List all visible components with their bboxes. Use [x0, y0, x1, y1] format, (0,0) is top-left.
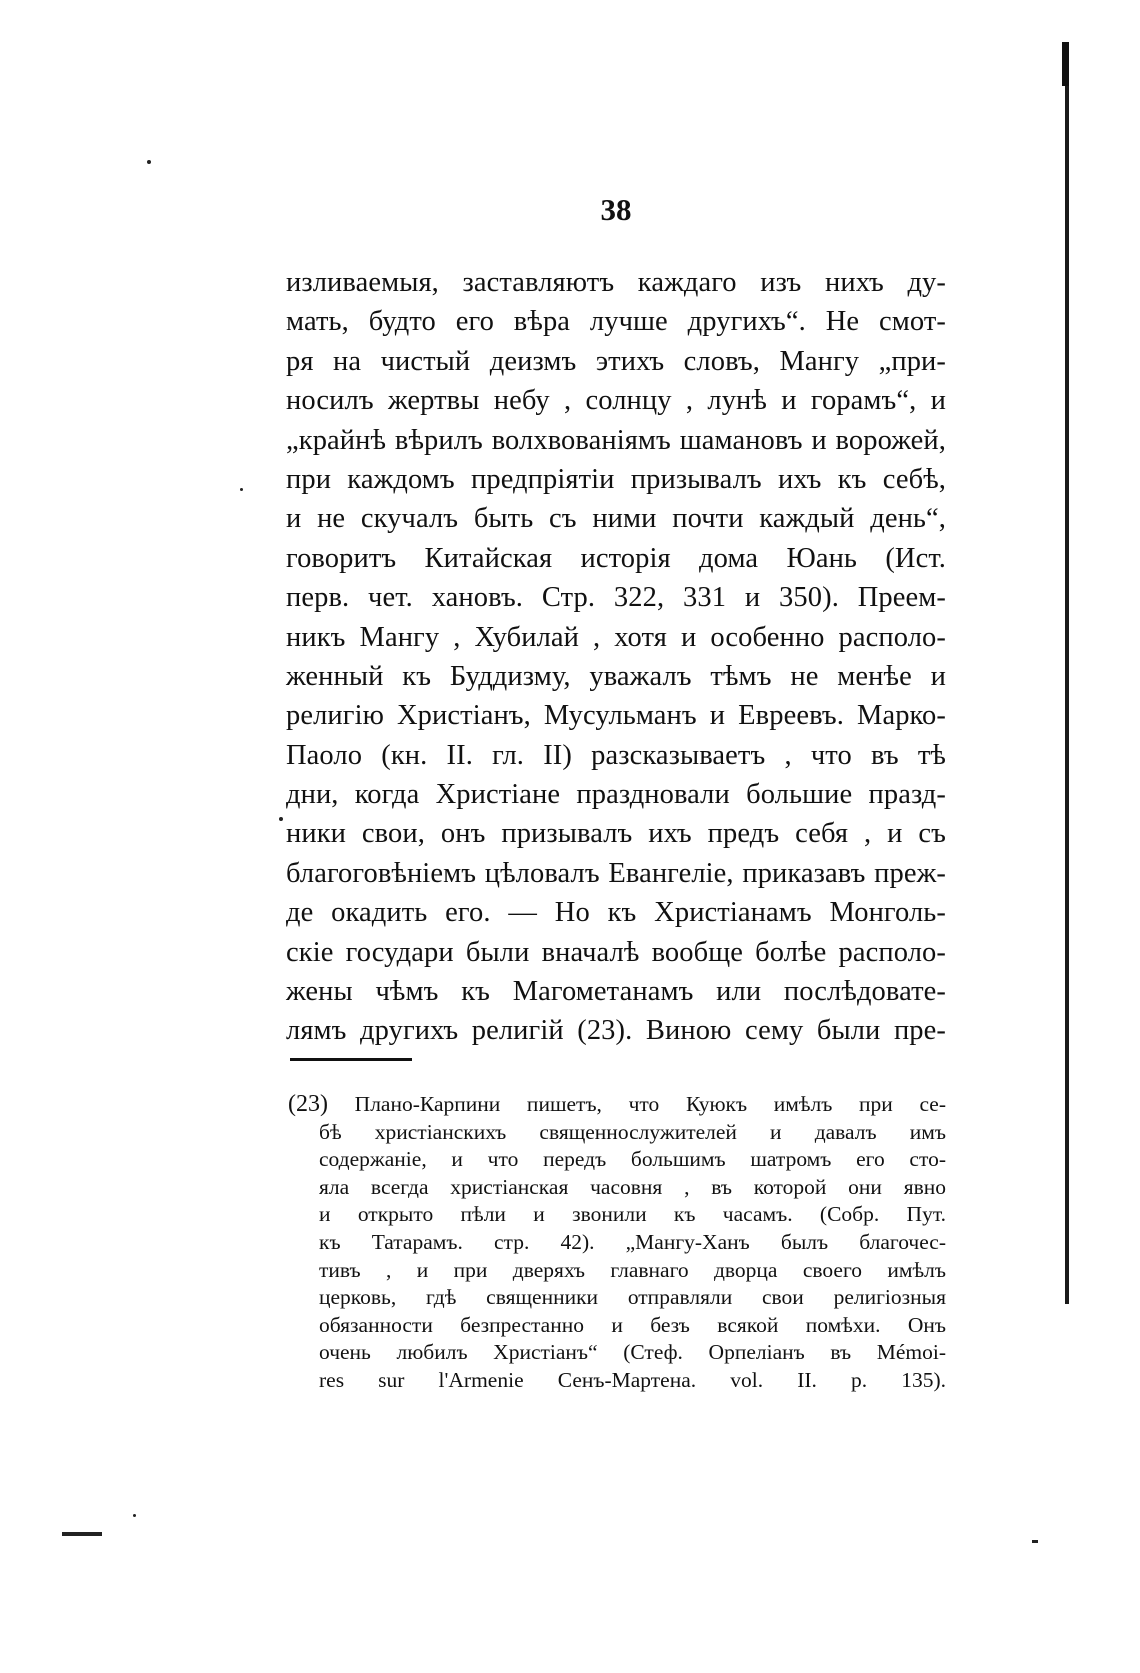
main-text	[286, 263, 946, 1051]
page-edge-shadow	[1065, 42, 1069, 1304]
scan-dash	[62, 1532, 102, 1536]
footnote-line: и открыто пѣли и звонили къ часамъ. (Собр. Пут.	[319, 1202, 946, 1227]
text-line: „крайнѣ вѣрилъ волхвованіямъ шамановъ и ворожей,	[286, 424, 946, 456]
text-line: перв. чет. хановъ. Стр. 322, 331 и 350). Преем-	[286, 582, 946, 614]
text-line: ря на чистый деизмъ этихъ словъ, Мангу „при-	[286, 345, 946, 377]
text-line: религію Христіанъ, Мусульманъ и Евреевъ. Марко-	[286, 700, 946, 732]
text-line: лямъ другихъ религій (23). Виною сему были пре-	[286, 1015, 946, 1047]
text-line: де окадить его. — Но къ Христіанамъ Монголь-	[286, 897, 946, 929]
text-line: никъ Мангу , Хубилай , хотя и особенно располо-	[286, 621, 946, 653]
footnote-line: очень любилъ Христіанъ“ (Стеф. Орпеліанъ въ Mémoi-	[319, 1340, 946, 1365]
text-line: дни, когда Христіане праздновали большие празд-	[286, 779, 946, 811]
scan-speck	[133, 1514, 136, 1517]
footnote-marker: (23)	[288, 1091, 328, 1117]
footnote-line: церковь, гдѣ священники отправляли свои религіозныя	[319, 1285, 946, 1310]
text-line: скіе государи были вначалѣ вообще болѣе располо-	[286, 936, 946, 968]
footnote-first-line	[288, 1091, 946, 1119]
footnote-first-text: Плано-Карпини пишетъ, что Куюкъ имѣлъ при се-	[354, 1092, 947, 1116]
footnote-line: res sur l'Armenie Сенъ-Мартена. vol. II. p. 135).	[319, 1367, 946, 1392]
footnote	[288, 1091, 946, 1395]
footnote-line: содержаніе, и что передъ большимъ шатромъ его сто-	[319, 1147, 946, 1172]
scan-speck	[147, 160, 151, 164]
text-line: и не скучалъ быть съ ними почти каждый день“,	[286, 503, 946, 535]
text-line: изливаемыя, заставляютъ каждаго изъ нихъ ду-	[286, 267, 946, 298]
scan-dash	[1032, 1540, 1038, 1543]
footnote-line: яла всегда христіанская часовня , въ которой они явно	[319, 1174, 946, 1199]
page-edge-mark	[1062, 42, 1069, 86]
text-line: женный къ Буддизму, уважалъ тѣмъ не менѣе и	[286, 660, 946, 692]
text-line: благоговѣніемъ цѣловалъ Евангеліе, приказавъ преж-	[286, 857, 946, 889]
page-number: 38	[600, 192, 632, 227]
text-line: Паоло (кн. II. гл. II) разсказываетъ , что въ тѣ	[286, 739, 946, 771]
footnote-line: тивъ , и при дверяхъ главнаго дворца своего имѣлъ	[319, 1257, 946, 1282]
footnote-divider	[290, 1058, 412, 1061]
scan-speck	[240, 488, 243, 491]
text-line: ники свои, онъ призывалъ ихъ предъ себя , и съ	[286, 818, 946, 850]
text-line: при каждомъ предпріятіи призывалъ ихъ къ себѣ,	[286, 463, 946, 495]
footnote-line: бѣ христіанскихъ священнослужителей и давалъ имъ	[319, 1119, 946, 1144]
footnote-line: обязанности безпрестанно и безъ всякой помѣхи. Онъ	[319, 1312, 946, 1337]
footnote-line: къ Татарамъ. стр. 42). „Мангу-Ханъ былъ благочес-	[319, 1229, 946, 1254]
text-line: говоритъ Китайская исторія дома Юань (Ист.	[286, 542, 946, 574]
text-line: жены чѣмъ къ Магометанамъ или послѣдовате-	[286, 976, 946, 1008]
text-line: мать, будто его вѣра лучше другихъ“. Не смот-	[286, 306, 946, 338]
text-line: носилъ жертвы небу , солнцу , лунѣ и горамъ“, и	[286, 385, 946, 417]
scan-speck	[279, 817, 283, 821]
